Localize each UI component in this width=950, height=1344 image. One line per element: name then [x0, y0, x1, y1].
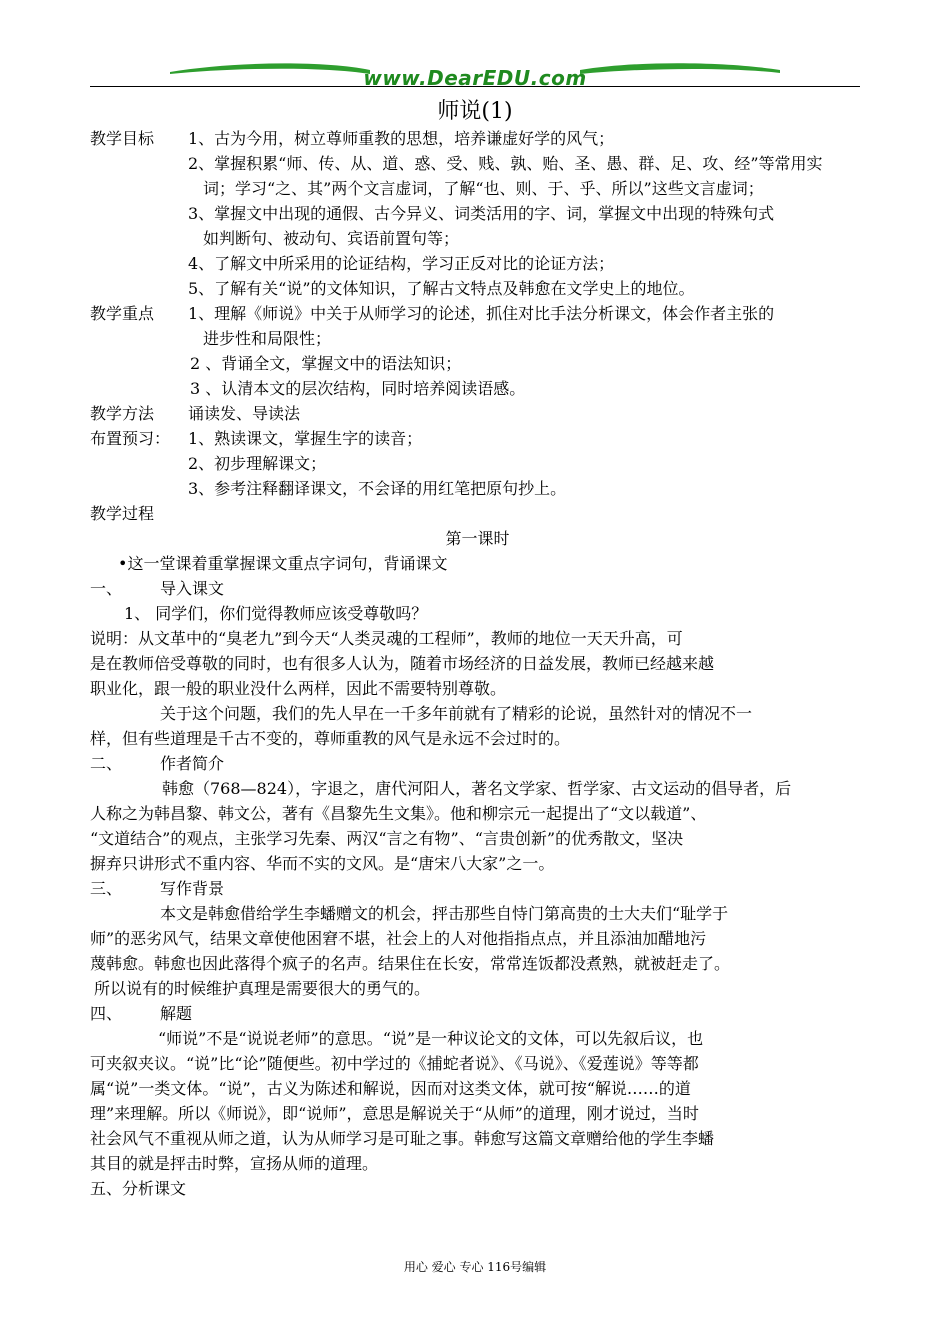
objective-item: 5、了解有关“说”的文体知识，了解古文特点及韩愈在文学史上的地位。 — [188, 279, 695, 298]
intro-explain-line: 职业化，跟一般的职业没什么两样，因此不需要特别尊敬。 — [90, 679, 507, 698]
objective-item: 2、掌握积累“师、传、从、道、惑、受、贱、孰、贻、圣、愚、群、足、攻、经”等常用实 — [188, 154, 823, 173]
key-point-item: 1、理解《师说》中关于从师学习的论述，抓住对比手法分析课文，体会作者主张的 — [188, 304, 775, 323]
page-footer: 用心 爱心 专心 116号编辑 — [403, 1260, 547, 1274]
title-explain-line: “师说”不是“说说老师”的意思。“说”是一种议论文的文体，可以先叙后议，也 — [158, 1029, 704, 1048]
section-heading — [90, 751, 865, 776]
method-row — [90, 401, 865, 426]
preview-item: 2、初步理解课文； — [188, 454, 327, 473]
section-title: 写作背景 — [160, 879, 225, 898]
key-point-item: 2 、背诵全文，掌握文中的语法知识； — [190, 354, 462, 373]
document-title: 师说(1) — [437, 99, 513, 124]
method-label: 教学方法 — [90, 404, 155, 423]
section-title: 作者简介 — [160, 754, 225, 773]
key-point-item: 进步性和局限性； — [203, 329, 332, 348]
objective-item: 如判断句、被动句、宾语前置句等； — [203, 229, 460, 248]
section-number: 三、 — [90, 879, 123, 898]
section-title: 分析课文 — [122, 1179, 187, 1198]
objective-item: 4、了解文中所采用的论证结构，学习正反对比的论证方法； — [188, 254, 615, 273]
site-logo-text[interactable]: www.DearEDU.com — [363, 66, 587, 90]
title-explain-line: 属“说”一类文体。“说”，古义为陈述和解说，因而对这类文体，就可按“解说……的道 — [90, 1079, 691, 1098]
background-line: 本文是韩愈借给学生李蟠赠文的机会，抨击那些自恃门第高贵的士大夫们“耻学于 — [160, 904, 729, 923]
objectives-label: 教学目标 — [90, 129, 155, 148]
preview-label: 布置预习： — [90, 429, 171, 448]
author-line: 人称之为韩昌黎、韩文公，著有《昌黎先生文集》。他和柳宗元一起提出了“文以载道”、 — [90, 804, 707, 823]
section-title: 解题 — [160, 1004, 193, 1023]
section-number: 四、 — [90, 1004, 123, 1023]
preview-row-1 — [90, 426, 865, 451]
author-line: 摒弃只讲形式不重内容、华而不实的文风。是“唐宋八大家”之一。 — [90, 854, 555, 873]
section-heading — [90, 876, 865, 901]
title-explain-line: 社会风气不重视从师之道，认为从师学习是可耻之事。韩愈写这篇文章赠给他的学生李蟠 — [90, 1129, 715, 1148]
lesson-title: 第一课时 — [445, 529, 510, 548]
title-explain-line: 其目的就是抨击时弊，宣扬从师的道理。 — [90, 1154, 379, 1173]
author-line: “文道结合”的观点，主张学习先秦、两汉“言之有物”、“言贵创新”的优秀散文，坚决 — [90, 829, 684, 848]
key-point-item: 3 、认清本文的层次结构，同时培养阅读语感。 — [190, 379, 526, 398]
section-number: 二、 — [90, 754, 123, 773]
objective-item: 1、古为今用，树立尊师重教的思想，培养谦虚好学的风气； — [188, 129, 615, 148]
intro-question: 1、 同学们，你们觉得教师应该受尊敬吗？ — [124, 604, 428, 623]
key-points-label: 教学重点 — [90, 304, 155, 323]
process-label: 教学过程 — [90, 504, 155, 523]
background-line: 师”的恶劣风气，结果文章使他困窘不堪，社会上的人对他指指点点，并且添油加醋地污 — [90, 929, 707, 948]
header-divider — [90, 86, 860, 87]
key-points-row-1 — [90, 301, 865, 326]
lesson-focus: •这一堂课着重掌握课文重点字词句，背诵课文 — [118, 554, 448, 573]
preview-item: 3、参考注释翻译课文，不会译的用红笔把原句抄上。 — [188, 479, 567, 498]
section-number: 五、 — [90, 1179, 123, 1198]
title-explain-line: 理”来理解。所以《师说》，即“说师”，意思是解说关于“从师”的道理，刚才说过，当时 — [90, 1104, 699, 1123]
document-body — [90, 126, 865, 1201]
section-heading — [90, 576, 865, 601]
section-title: 导入课文 — [160, 579, 225, 598]
method-value: 诵读发、导读法 — [188, 404, 301, 423]
title-explain-line: 可夹叙夹议。“说”比“论”随便些。初中学过的《捕蛇者说》、《马说》、《爱莲说》等等都 — [90, 1054, 699, 1073]
intro-explain-line: 是在教师倍受尊敬的同时，也有很多人认为，随着市场经济的日益发展，教师已经越来越 — [90, 654, 715, 673]
intro-para-line: 关于这个问题，我们的先人早在一千多年前就有了精彩的论说，虽然针对的情况不一 — [160, 704, 753, 723]
objective-item: 3、掌握文中出现的通假、古今异义、词类活用的字、词，掌握文中出现的特殊句式 — [188, 204, 775, 223]
intro-explain-line: 说明：从文革中的“臭老九”到今天“人类灵魂的工程师”，教师的地位一天天升高，可 — [90, 629, 683, 648]
section-heading — [90, 1001, 865, 1026]
preview-item: 1、熟读课文，掌握生字的读音； — [188, 429, 423, 448]
objective-item: 词；学习“之、其”两个文言虚词，了解“也、则、于、乎、所以”这些文言虚词； — [203, 179, 764, 198]
objectives-row-1 — [90, 126, 865, 151]
intro-para-line: 样，但有些道理是千古不变的，尊师重教的风气是永远不会过时的。 — [90, 729, 571, 748]
background-line: 所以说有的时候维护真理是需要很大的勇气的。 — [94, 979, 431, 998]
author-line: 韩愈（768—824），字退之，唐代河阳人，著名文学家、哲学家、古文运动的倡导者，后 — [162, 779, 792, 798]
background-line: 蔑韩愈。韩愈也因此落得个疯子的名声。结果住在长安，常常连饭都没煮熟，就被赶走了。 — [90, 954, 731, 973]
section-heading — [90, 1176, 865, 1201]
section-number: 一、 — [90, 579, 123, 598]
